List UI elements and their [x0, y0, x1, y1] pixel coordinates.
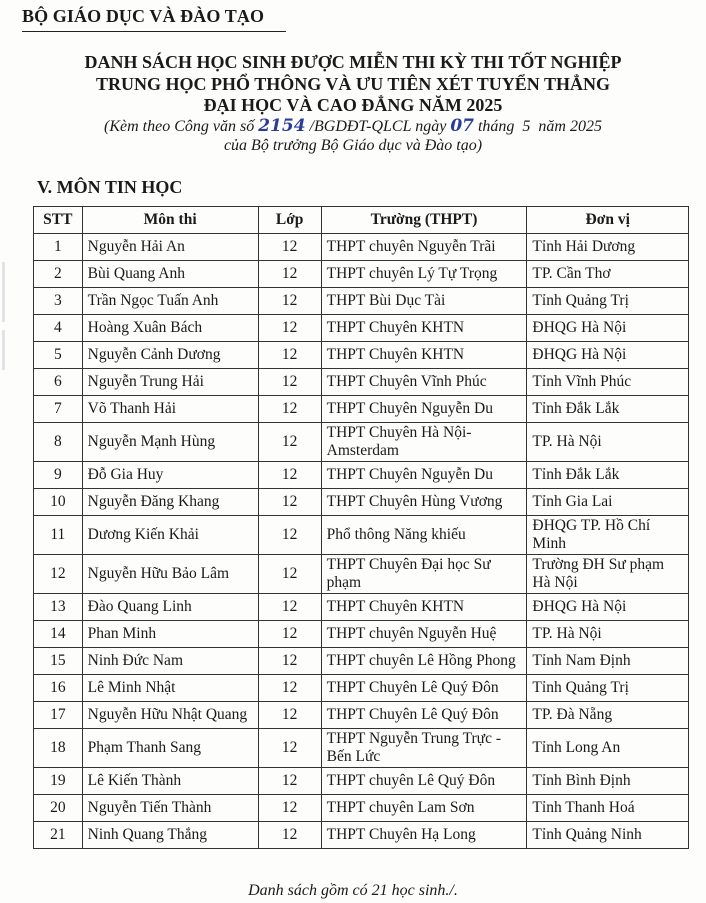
cell-name: Trần Ngọc Tuấn Anh: [82, 288, 258, 315]
cell-school: THPT chuyên Lê Hồng Phong: [321, 648, 527, 675]
cell-school: THPT Chuyên Hùng Vương: [321, 489, 527, 516]
cell-stt: 4: [34, 315, 83, 342]
cell-grade: 12: [258, 702, 321, 729]
student-table: [33, 206, 689, 849]
cell-name: Lê Minh Nhật: [82, 675, 258, 702]
ministry-name: BỘ GIÁO DỤC VÀ ĐÀO TẠO: [22, 6, 265, 26]
cell-school: THPT chuyên Lê Quý Đôn: [321, 768, 527, 795]
table-row: [34, 822, 689, 849]
table-row: [34, 489, 689, 516]
cell-name: Phan Minh: [82, 621, 258, 648]
reference-line: [0, 116, 706, 137]
table-row: [34, 315, 689, 342]
cell-unit: Tỉnh Hải Dương: [527, 234, 689, 261]
table-row: [34, 702, 689, 729]
cell-grade: 12: [258, 369, 321, 396]
cell-stt: 10: [34, 489, 83, 516]
reference-line-2: của Bộ trưởng Bộ Giáo dục và Đào tạo): [223, 137, 483, 154]
table-row: [34, 675, 689, 702]
cell-unit: TP. Hà Nội: [527, 621, 689, 648]
header-truong: Trường (THPT): [321, 207, 527, 234]
cell-school: THPT Chuyên Hà Nội-Amsterdam: [321, 423, 527, 462]
table-row: [34, 396, 689, 423]
cell-school: THPT Chuyên KHTN: [321, 315, 527, 342]
cell-stt: 1: [34, 234, 83, 261]
cell-school: THPT Chuyên Nguyễn Du: [321, 396, 527, 423]
cell-unit: Tỉnh Gia Lai: [527, 489, 689, 516]
cell-name: Nguyễn Hải An: [82, 234, 258, 261]
cell-stt: 5: [34, 342, 83, 369]
table-row: [34, 423, 689, 462]
cell-name: Nguyễn Tiến Thành: [82, 795, 258, 822]
cell-name: Dương Kiến Khải: [82, 516, 258, 555]
cell-stt: 2: [34, 261, 83, 288]
header-lop: Lớp: [258, 207, 321, 234]
header-stt: STT: [34, 207, 83, 234]
cell-stt: 8: [34, 423, 83, 462]
cell-name: Võ Thanh Hải: [82, 396, 258, 423]
cell-grade: 12: [258, 516, 321, 555]
cell-name: Nguyễn Cảnh Dương: [82, 342, 258, 369]
cell-school: THPT chuyên Lam Sơn: [321, 795, 527, 822]
cell-school: THPT Chuyên Đại học Sư phạm: [321, 555, 527, 594]
scan-margin-mark: [2, 330, 5, 370]
reference-number-handwritten: 2154: [258, 116, 306, 136]
reference-suffix: tháng 5 năm 2025: [477, 118, 602, 135]
cell-stt: 17: [34, 702, 83, 729]
cell-unit: Trường ĐH Sư phạm Hà Nội: [527, 555, 689, 594]
cell-grade: 12: [258, 489, 321, 516]
header-don-vi: Đơn vị: [527, 207, 689, 234]
cell-school: Phổ thông Năng khiếu: [321, 516, 527, 555]
cell-school: THPT Chuyên KHTN: [321, 594, 527, 621]
cell-name: Ninh Quang Thắng: [82, 822, 258, 849]
cell-stt: 12: [34, 555, 83, 594]
cell-unit: ĐHQG TP. Hồ Chí Minh: [527, 516, 689, 555]
table-row: [34, 555, 689, 594]
cell-grade: 12: [258, 822, 321, 849]
cell-stt: 13: [34, 594, 83, 621]
scan-margin-mark: [2, 262, 5, 322]
cell-unit: TP. Cần Thơ: [527, 261, 689, 288]
cell-unit: ĐHQG Hà Nội: [527, 594, 689, 621]
cell-unit: Tỉnh Nam Định: [527, 648, 689, 675]
reference-prefix: (Kèm theo Công văn số: [104, 118, 255, 135]
cell-unit: ĐHQG Hà Nội: [527, 342, 689, 369]
cell-unit: Tỉnh Quảng Trị: [527, 288, 689, 315]
cell-school: THPT Chuyên Lê Quý Đôn: [321, 702, 527, 729]
cell-grade: 12: [258, 555, 321, 594]
cell-stt: 6: [34, 369, 83, 396]
table-row: [34, 261, 689, 288]
cell-grade: 12: [258, 342, 321, 369]
cell-school: THPT Nguyễn Trung Trực - Bến Lức: [321, 729, 527, 768]
cell-grade: 12: [258, 795, 321, 822]
document-title-line-3: ĐẠI HỌC VÀ CAO ĐẲNG NĂM 2025: [203, 95, 503, 115]
cell-school: THPT chuyên Nguyễn Huệ: [321, 621, 527, 648]
cell-school: THPT Chuyên Nguyễn Du: [321, 462, 527, 489]
cell-stt: 3: [34, 288, 83, 315]
table-row: [34, 369, 689, 396]
cell-grade: 12: [258, 315, 321, 342]
table-header-row: [34, 207, 689, 234]
cell-stt: 9: [34, 462, 83, 489]
cell-unit: TP. Hà Nội: [527, 423, 689, 462]
cell-grade: 12: [258, 261, 321, 288]
cell-grade: 12: [258, 648, 321, 675]
cell-unit: Tỉnh Đắk Lắk: [527, 462, 689, 489]
cell-stt: 19: [34, 768, 83, 795]
table-row: [34, 648, 689, 675]
table-row: [34, 462, 689, 489]
cell-grade: 12: [258, 675, 321, 702]
cell-name: Hoàng Xuân Bách: [82, 315, 258, 342]
table-row: [34, 729, 689, 768]
cell-grade: 12: [258, 288, 321, 315]
reference-day-handwritten: 07: [450, 116, 474, 136]
cell-name: Đỗ Gia Huy: [82, 462, 258, 489]
cell-school: THPT Chuyên Lê Quý Đôn: [321, 675, 527, 702]
cell-stt: 15: [34, 648, 83, 675]
cell-school: THPT Chuyên KHTN: [321, 342, 527, 369]
document-title-line-2: TRUNG HỌC PHỔ THÔNG VÀ ƯU TIÊN XÉT TUYỂN THẲNG: [96, 74, 610, 94]
cell-name: Bùi Quang Anh: [82, 261, 258, 288]
table-row: [34, 621, 689, 648]
cell-stt: 7: [34, 396, 83, 423]
cell-school: THPT Bùi Dục Tài: [321, 288, 527, 315]
cell-name: Lê Kiến Thành: [82, 768, 258, 795]
cell-unit: TP. Đà Nẵng: [527, 702, 689, 729]
ministry-underline: [22, 31, 286, 32]
cell-grade: 12: [258, 462, 321, 489]
cell-stt: 11: [34, 516, 83, 555]
cell-grade: 12: [258, 423, 321, 462]
section-title: V. MÔN TIN HỌC: [37, 177, 183, 197]
cell-name: Ninh Đức Nam: [82, 648, 258, 675]
cell-grade: 12: [258, 594, 321, 621]
cell-name: Đào Quang Linh: [82, 594, 258, 621]
table-row: [34, 795, 689, 822]
reference-middle: /BGDĐT-QLCL ngày: [309, 118, 447, 135]
table-row: [34, 234, 689, 261]
table-row: [34, 594, 689, 621]
table-row: [34, 288, 689, 315]
cell-unit: Tỉnh Quảng Trị: [527, 675, 689, 702]
cell-grade: 12: [258, 234, 321, 261]
cell-name: Nguyễn Mạnh Hùng: [82, 423, 258, 462]
cell-name: Nguyễn Hữu Bảo Lâm: [82, 555, 258, 594]
cell-grade: 12: [258, 621, 321, 648]
cell-unit: Tỉnh Quảng Ninh: [527, 822, 689, 849]
cell-unit: Tỉnh Long An: [527, 729, 689, 768]
cell-unit: ĐHQG Hà Nội: [527, 315, 689, 342]
document-title-line-1: DANH SÁCH HỌC SINH ĐƯỢC MIỄN THI KỲ THI TỐT NGHIỆP: [84, 52, 622, 72]
cell-stt: 20: [34, 795, 83, 822]
cell-name: Nguyễn Hữu Nhật Quang: [82, 702, 258, 729]
header-mon-thi: Môn thi: [82, 207, 258, 234]
cell-unit: Tỉnh Đắk Lắk: [527, 396, 689, 423]
cell-name: Phạm Thanh Sang: [82, 729, 258, 768]
cell-stt: 21: [34, 822, 83, 849]
cell-stt: 14: [34, 621, 83, 648]
cell-name: Nguyễn Đăng Khang: [82, 489, 258, 516]
cell-school: THPT Chuyên Vĩnh Phúc: [321, 369, 527, 396]
table-row: [34, 516, 689, 555]
cell-stt: 18: [34, 729, 83, 768]
cell-school: THPT Chuyên Hạ Long: [321, 822, 527, 849]
cell-unit: Tỉnh Vĩnh Phúc: [527, 369, 689, 396]
table-row: [34, 768, 689, 795]
cell-unit: Tỉnh Thanh Hoá: [527, 795, 689, 822]
cell-grade: 12: [258, 396, 321, 423]
table-row: [34, 342, 689, 369]
cell-grade: 12: [258, 768, 321, 795]
cell-school: THPT chuyên Lý Tự Trọng: [321, 261, 527, 288]
cell-school: THPT chuyên Nguyễn Trãi: [321, 234, 527, 261]
footer-note: Danh sách gồm có 21 học sinh./.: [248, 882, 458, 899]
cell-name: Nguyễn Trung Hải: [82, 369, 258, 396]
cell-grade: 12: [258, 729, 321, 768]
cell-stt: 16: [34, 675, 83, 702]
cell-unit: Tỉnh Bình Định: [527, 768, 689, 795]
